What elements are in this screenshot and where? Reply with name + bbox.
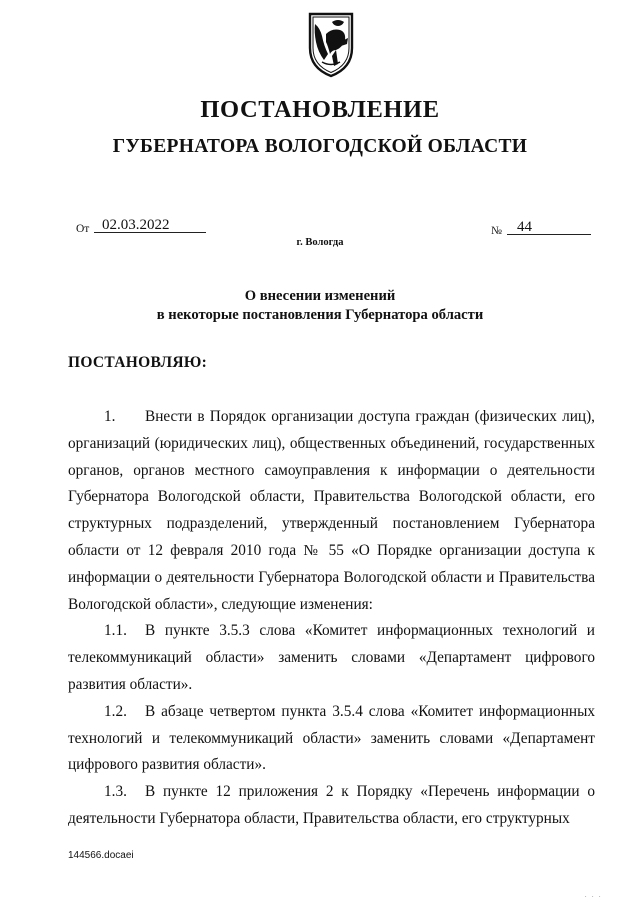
- document-number: 44: [507, 220, 591, 235]
- city-label: г. Вологда: [296, 237, 344, 248]
- file-name-footer: 144566.docaei: [68, 850, 134, 861]
- clause-number: 1.2.: [104, 702, 127, 720]
- clause-number: 1.: [104, 408, 116, 425]
- document-subject: [0, 287, 640, 325]
- clause-text: В пункте 12 приложения 2 к Порядку «Перечень информации о деятельности Губернатора области, Правительства области, его структурных: [68, 783, 595, 827]
- clause-1-3: [68, 779, 595, 833]
- clause-1-2: [68, 699, 595, 779]
- date-prefix-label: От: [76, 223, 90, 235]
- document-body: [68, 404, 595, 833]
- document-date: 02.03.2022: [94, 218, 206, 233]
- clause-text: В абзаце четвертом пункта 3.5.4 слова «Комитет информационных технологий и телекоммуникаций области» заменить словами «Департамент цифрового развития области».: [68, 702, 595, 774]
- scan-specks: . . .: [585, 893, 603, 899]
- document-title: ПОСТАНОВЛЕНИЕ: [200, 96, 440, 123]
- subject-line-1: О внесении изменений: [244, 288, 396, 304]
- decree-word: ПОСТАНОВЛЯЮ:: [68, 354, 208, 371]
- coat-of-arms-icon: [302, 4, 360, 80]
- subject-line-2: в некоторые постановления Губернатора области: [156, 307, 484, 323]
- issuer-title: ГУБЕРНАТОРА ВОЛОГОДСКОЙ ОБЛАСТИ: [112, 136, 528, 157]
- clause-text: В пункте 3.5.3 слова «Комитет информационных технологий и телекоммуникаций области» заменить словами «Департамент цифрового развития области».: [68, 622, 595, 693]
- clause-number: 1.1.: [104, 622, 127, 640]
- number-sign-label: №: [491, 225, 502, 237]
- clause-text: Внести в Порядок организации доступа граждан (физических лиц), организаций (юридических лиц), общественных объединений, государственных органов, органов местного самоуправления к информации о деятельности Губернатора Вологодской области, Правительства Вологодской области, его структурных подразделений, утвержденный постановлением Губернатора области от 12 февраля 2010 года № 55 «О Порядке организации доступа к информации о деятельности Губернатора Вологодской области и Правительства Вологодской области», следующие изменения:: [68, 408, 595, 613]
- clause-1: [68, 404, 595, 618]
- clause-1-1: [68, 618, 595, 698]
- clause-number: 1.3.: [104, 783, 127, 801]
